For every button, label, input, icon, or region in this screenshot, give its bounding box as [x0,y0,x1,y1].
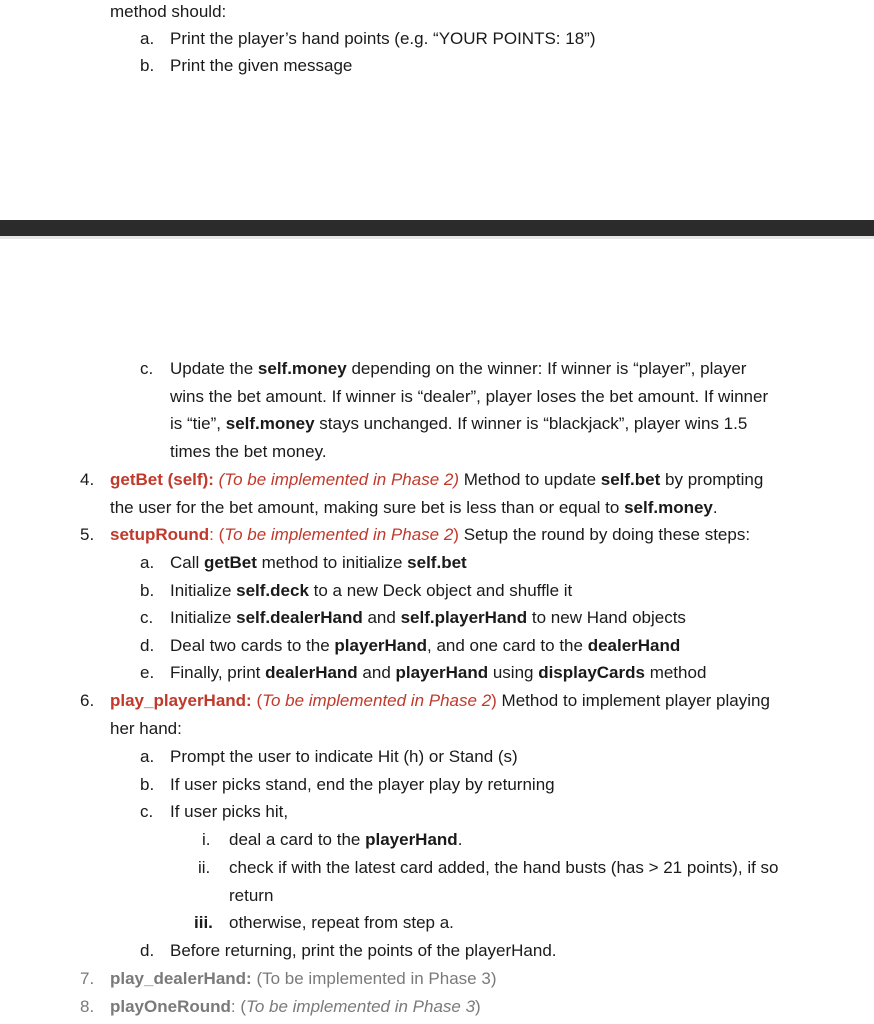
list-item-continuation: return [229,886,274,905]
list-item: getBet (self): (To be implemented in Phase 2) Method to update self.bet by prompting [110,470,764,489]
list-item: otherwise, repeat from step a. [229,913,454,932]
list-number: 8. [80,997,95,1016]
list-item: Print the player’s hand points (e.g. “YOUR POINTS: 18”) [170,29,596,48]
list-item-continuation: times the bet money. [170,442,327,461]
list-label: c. [140,359,154,378]
list-item: Initialize self.deck to a new Deck object and shuffle it [170,581,573,600]
list-item: If user picks stand, end the player play by returning [170,775,555,794]
list-label: a. [140,747,155,766]
list-item: check if with the latest card added, the hand busts (has > 21 points), if so [229,858,779,877]
list-item: playOneRound: (To be implemented in Phase 3) [110,997,481,1016]
page-break-shadow [0,236,874,239]
list-label: b. [140,775,155,794]
list-item: Initialize self.dealerHand and self.playerHand to new Hand objects [170,608,686,627]
list-label: b. [140,56,155,75]
list-item: Finally, print dealerHand and playerHand using displayCards method [170,663,707,682]
list-number: 6. [80,691,95,710]
list-item: Prompt the user to indicate Hit (h) or Stand (s) [170,747,518,766]
list-number: 7. [80,969,95,988]
list-label: d. [140,636,155,655]
list-label: i. [202,830,211,849]
list-number: 5. [80,525,95,544]
list-label: a. [140,29,155,48]
list-item-continuation: wins the bet amount. If winner is “dealer”, player loses the bet amount. If winner [170,387,769,406]
list-item: Call getBet method to initialize self.bet [170,553,467,572]
list-item: deal a card to the playerHand. [229,830,463,849]
list-item: play_playerHand: (To be implemented in Phase 2) Method to implement player playing [110,691,770,710]
list-label: b. [140,581,155,600]
list-label: d. [140,941,155,960]
list-item: Update the self.money depending on the winner: If winner is “player”, player [170,359,747,378]
list-item-continuation: her hand: [110,719,182,738]
intro-text: method should: [110,2,227,21]
list-label: a. [140,553,155,572]
list-item-continuation: is “tie”, self.money stays unchanged. If winner is “blackjack”, player wins 1.5 [170,414,748,433]
list-label: c. [140,608,154,627]
list-item: Print the given message [170,56,353,75]
list-item: Deal two cards to the playerHand, and one card to the dealerHand [170,636,681,655]
list-item: Before returning, print the points of the playerHand. [170,941,557,960]
list-item-continuation: the user for the bet amount, making sure bet is less than or equal to self.money. [110,498,718,517]
list-label: ii. [198,858,211,877]
list-label: c. [140,802,154,821]
page-break-divider [0,220,874,236]
list-label: iii. [194,913,213,932]
list-item: play_dealerHand: (To be implemented in Phase 3) [110,969,497,988]
list-label: e. [140,663,155,682]
list-item: setupRound: (To be implemented in Phase 2) Setup the round by doing these steps: [110,525,751,544]
list-item: If user picks hit, [170,802,289,821]
list-number: 4. [80,470,95,489]
